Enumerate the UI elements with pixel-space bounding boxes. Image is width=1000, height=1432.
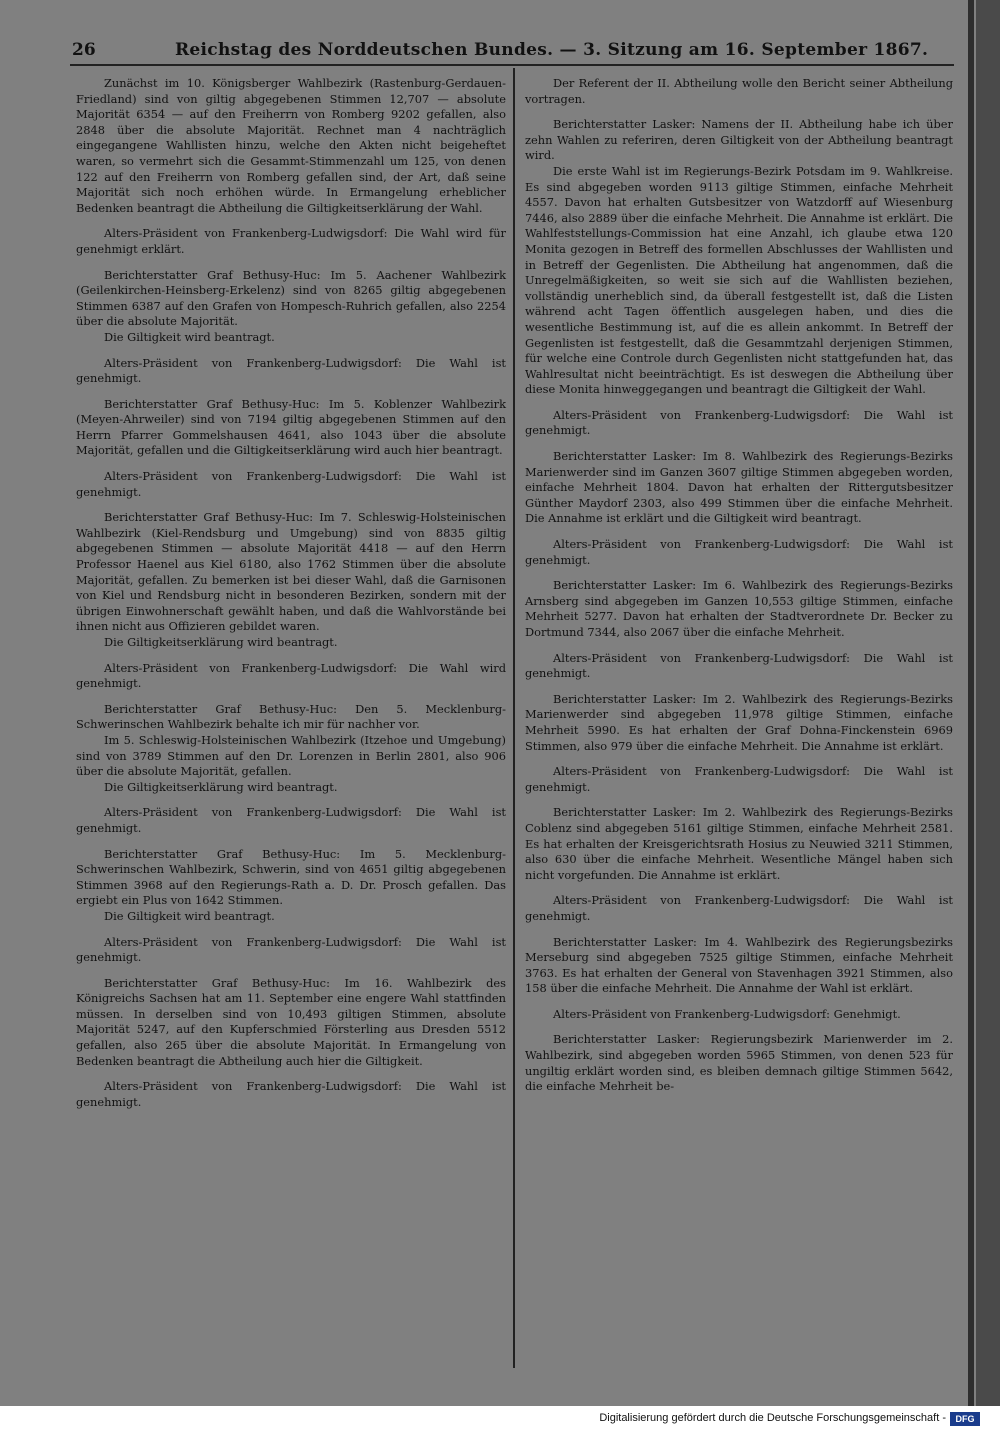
funding-note: Digitalisierung gefördert durch die Deutsche Forschungsgemeinschaft - <box>599 1412 946 1424</box>
paragraph: Berichterstatter Lasker: Regierungsbezirk Marienwerder im 2. Wahlbezirk, sind abgegeben worden 5965 Stimmen, von denen 523 für ungiltig erklärt worden sind, es bleiben demnach giltige Stimmen 5642, die einfache Mehrheit be- <box>525 1032 953 1094</box>
header-rule <box>70 64 954 66</box>
paragraph: Alters-Präsident von Frankenberg-Ludwigsdorf: Die Wahl ist genehmigt. <box>525 650 953 681</box>
paragraph: Zunächst im 10. Königsberger Wahlbezirk (Rastenburg-Gerdauen-Friedland) sind von giltig abgegebenen Stimmen 12,707 — absolute Majorität 6354 — auf den Freiherrn von Romberg 9202 gefallen, also 2848 über die absolute Majorität. Rechnet man 4 nachträglich eingegangene Wahllisten hinzu, welche den Akten nicht beigeheftet waren, so vermehrt sich die Gesammt-Stimmenzahl um 125, von denen 122 auf den Freiherrn von Romberg gefallen sind, der Art, daß seine Majorität sich noch erhöhen würde. In Ermangelung erheblicher Bedenken beantragt die Abtheilung die Giltigkeitserklärung der Wahl. <box>76 76 506 215</box>
page-gutter-shadow <box>968 0 974 1406</box>
paragraph: Berichterstatter Graf Bethusy-Huc: Im 16. Wahlbezirk des Königreichs Sachsen hat am 11. September eine engere Wahl stattfinden müssen. In derselben sind von 10,493 giltigen Stimmen, absolute Majorität 5247, auf den Kupferschmied Försterling aus Dresden 5512 gefallen, also 265 über die absolute Majorität. In Ermangelung von Bedenken beantragt die Abtheilung auch hier die Giltigkeit. <box>76 975 506 1068</box>
paragraph: Alters-Präsident von Frankenberg-Ludwigsdorf: Die Wahl ist genehmigt. <box>76 469 506 499</box>
paragraph: Berichterstatter Lasker: Im 2. Wahlbezirk des Regierungs-Bezirks Coblenz sind abgegeben 5161 giltige Stimmen, einfache Mehrheit 2581. Es hat erhalten der Kreisgerichtsrath Hosius zu Neuwied 3211 Stimmen, also 630 über die einfache Mehrheit. Wesentliche Mängel haben sich nicht vorgefunden. Die Annahme ist erklärt. <box>525 805 953 882</box>
paragraph: Berichterstatter Graf Bethusy-Huc: Den 5. Mecklenburg-Schwerinschen Wahlbezirk behalte ich mir für nachher vor. <box>76 701 506 732</box>
paragraph: Berichterstatter Lasker: Im 8. Wahlbezirk des Regierungs-Bezirks Marienwerder sind im Ganzen 3607 giltige Stimmen abgegeben worden, einfache Mehrheit 1804. Davon hat erhalten der Rittergutsbesitzer Günther Maydorf 2303, also 499 Stimmen über die einfache Mehrheit. Die Annahme ist erklärt und die Giltigkeit wird beantragt. <box>525 449 953 526</box>
right-column <box>525 76 953 1105</box>
paragraph: Alters-Präsident von Frankenberg-Ludwigsdorf: Die Wahl wird für genehmigt erklärt. <box>76 226 506 256</box>
paragraph: Berichterstatter Graf Bethusy-Huc: Im 5. Mecklenburg-Schwerinschen Wahlbezirk, Schwerin, sind von 4651 giltig abgegebenen Stimmen 3968 auf den Regierungs-Rath a. D. Dr. Prosch gefallen. Das ergiebt ein Plus von 1642 Stimmen. <box>76 846 506 908</box>
paragraph: Die Giltigkeitserklärung wird beantragt. <box>104 635 338 649</box>
paragraph: Alters-Präsident von Frankenberg-Ludwigsdorf: Genehmigt. <box>553 1006 901 1021</box>
page-number: 26 <box>72 40 96 60</box>
paragraph: Die erste Wahl ist im Regierungs-Bezirk Potsdam im 9. Wahlkreise. Es sind abgegeben worden 9113 giltige Stimmen, einfache Mehrheit 4557. Davon hat erhalten Gutsbesitzer von Watzdorff auf Wiesenburg 7446, also 2889 über die einfache Mehrheit. Die Annahme ist erklärt. Die Wahlfeststellungs-Commission hat eine Anzahl, ich glaube etwa 120 Monita gezogen in Betreff des formellen Abschlusses der Wahllisten und in Betreff der Gegenlisten. Die Abtheilung hat angenommen, daß die Unregelmäßigkeiten, so weit sie sich auf die Wahllisten beziehen, vollständig unerheblich sind, da überall festgestellt ist, daß die Listen während acht Tagen öffentlich ausgelegen haben, und dies die wesentliche Bestimmung ist, auf die es allein ankommt. In Betreff der Gegenlisten ist festgestellt, daß die Gesammtzahl derjenigen Stimmen, für welche eine Controle durch Gegenlisten nicht stattgefunden hat, das Wahlresultat nicht beeinträchtigt. Es ist deswegen die Abtheilung über diese Monita hinweggegangen und beantragt die Giltigkeit der Wahl. <box>525 163 953 397</box>
paragraph: Berichterstatter Lasker: Im 6. Wahlbezirk des Regierungs-Bezirks Arnsberg sind abgegeben im Ganzen 10,553 giltige Stimmen, einfache Mehrheit 5277. Davon hat erhalten der Stadtverordnete Dr. Becker zu Dortmund 7344, also 2067 über die einfache Mehrheit. <box>525 578 953 639</box>
digitization-footer <box>560 1412 980 1428</box>
paragraph: Der Referent der II. Abtheilung wolle den Bericht seiner Abtheilung vortragen. <box>525 76 953 106</box>
page-edge <box>976 0 1000 1406</box>
paragraph: Alters-Präsident von Frankenberg-Ludwigsdorf: Die Wahl ist genehmigt. <box>525 893 953 923</box>
paragraph: Alters-Präsident von Frankenberg-Ludwigsdorf: Die Wahl ist genehmigt. <box>525 537 953 567</box>
paragraph: Berichterstatter Lasker: Namens der II. Abtheilung habe ich über zehn Wahlen zu referiren, deren Giltigkeit von der Abtheilung beantragt wird. <box>525 117 953 163</box>
paragraph: Alters-Präsident von Frankenberg-Ludwigsdorf: Die Wahl ist genehmigt. <box>76 805 506 835</box>
running-title: Reichstag des Norddeutschen Bundes. — 3. Sitzung am 16. September 1867. <box>175 40 929 60</box>
paragraph: Alters-Präsident von Frankenberg-Ludwigsdorf: Die Wahl ist genehmigt. <box>76 1079 506 1109</box>
paragraph: Berichterstatter Graf Bethusy-Huc: Im 7. Schleswig-Holsteinischen Wahlbezirk (Kiel-Rendsburg und Umgebung) sind von 8835 giltig abgegebenen Stimmen — absolute Majorität 4418 — auf den Herrn Professor Haenel aus Kiel 6180, also 1762 Stimmen über die absolute Majorität, gefallen. Zu bemerken ist bei dieser Wahl, daß die Garnisonen von Kiel und Rendsburg nicht in besonderen Bezirken, sondern mit der übrigen Einwohnerschaft gewählt haben, und daß die Wahlvorstände bei ihnen nicht aus Offizieren gebildet waren. <box>76 510 506 634</box>
paragraph: Die Giltigkeit wird beantragt. <box>104 329 275 344</box>
paragraph: Berichterstatter Graf Bethusy-Huc: Im 5. Aachener Wahlbezirk (Geilenkirchen-Heinsberg-Erkelenz) sind von 8265 giltig abgegebenen Stimmen 6387 auf den Grafen von Hompesch-Ruhrich gefallen, also 2254 über die absolute Majorität. <box>76 267 506 329</box>
paragraph: Alters-Präsident von Frankenberg-Ludwigsdorf: Die Wahl ist genehmigt. <box>76 934 506 965</box>
paragraph: Berichterstatter Lasker: Im 2. Wahlbezirk des Regierungs-Bezirks Marienwerder sind abgegeben 11,978 giltige Stimmen, einfache Mehrheit 5990. Es hat erhalten der Graf Dohna-Finckenstein 6969 Stimmen, also 979 über die einfache Mehrheit. Die Annahme ist erklärt. <box>525 691 953 753</box>
left-column <box>76 76 506 1120</box>
paragraph: Berichterstatter Graf Bethusy-Huc: Im 5. Koblenzer Wahlbezirk (Meyen-Ahrweiler) sind von 7194 giltig abgegebenen Stimmen auf den Herrn Pfarrer Gommelshausen 4641, also 1043 über die absolute Majorität, gefallen und die Giltigkeitserklärung wird auch hier beantragt. <box>76 396 506 458</box>
paragraph: Alters-Präsident von Frankenberg-Ludwigsdorf: Die Wahl wird genehmigt. <box>76 660 506 691</box>
page-header <box>60 36 929 66</box>
dfg-logo: DFG <box>950 1412 980 1426</box>
paragraph: Alters-Präsident von Frankenberg-Ludwigsdorf: Die Wahl ist genehmigt. <box>525 407 953 438</box>
paragraph: Alters-Präsident von Frankenberg-Ludwigsdorf: Die Wahl ist genehmigt. <box>525 764 953 794</box>
paragraph: Alters-Präsident von Frankenberg-Ludwigsdorf: Die Wahl ist genehmigt. <box>76 355 506 386</box>
column-divider <box>513 68 515 1368</box>
paragraph: Die Giltigkeit wird beantragt. <box>104 908 275 923</box>
paragraph: Im 5. Schleswig-Holsteinischen Wahlbezirk (Itzehoe und Umgebung) sind von 3789 Stimmen auf den Dr. Lorenzen in Berlin 2801, also 906 über die absolute Majorität, gefallen. <box>76 732 506 779</box>
paragraph: Berichterstatter Lasker: Im 4. Wahlbezirk des Regierungsbezirks Merseburg sind abgegeben 7525 giltige Stimmen, einfache Mehrheit 3763. Es hat erhalten der General von Stavenhagen 3921 Stimmen, also 158 über die einfache Mehrheit. Die Annahme der Wahl ist erklärt. <box>525 934 953 996</box>
paragraph: Die Giltigkeitserklärung wird beantragt. <box>104 779 338 794</box>
